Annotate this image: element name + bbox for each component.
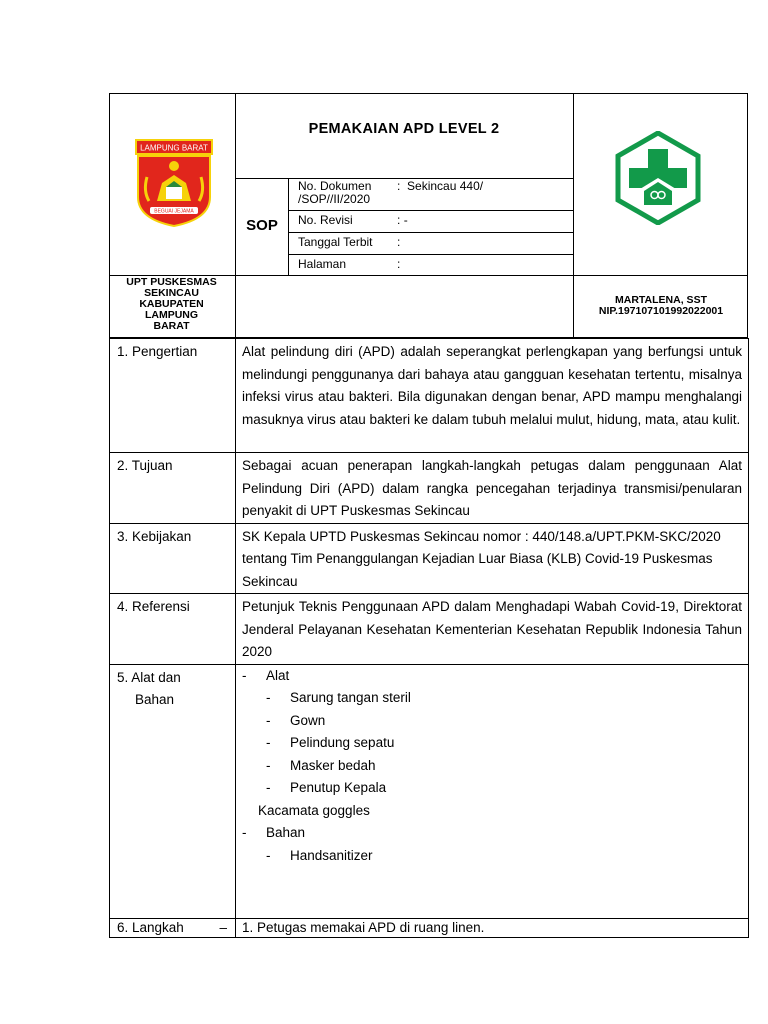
list-item-text: Masker bedah <box>290 757 376 773</box>
row-langkah <box>110 918 749 937</box>
meta-sep: : <box>397 257 401 271</box>
sop-label: SOP <box>246 217 278 234</box>
emblem-motto: BEGUAI JEJAMA <box>154 208 194 215</box>
unit-line: BARAT <box>153 320 190 332</box>
meta-value: - <box>403 213 408 227</box>
row-label <box>110 664 236 918</box>
row-label-text: 6. Langkah <box>117 919 184 935</box>
unit-line: KABUPATEN <box>139 298 204 310</box>
divider <box>288 178 289 275</box>
lampung-barat-emblem-icon <box>133 139 215 227</box>
row-label-line: 5. Alat dan <box>117 669 181 685</box>
langkah-step: 1. Petugas memakai APD di ruang linen. <box>236 918 749 937</box>
list-item: - Bahan <box>242 825 306 840</box>
bahan-title: Bahan <box>266 825 306 840</box>
divider <box>288 254 573 255</box>
meta-no-dokumen <box>298 180 483 206</box>
list-item: - Alat <box>242 667 290 683</box>
meta-key: Tanggal Terbit <box>298 235 373 249</box>
list-item-text: Handsanitizer <box>290 847 373 863</box>
meta-sep: : <box>397 235 401 249</box>
signer-name: MARTALENA, SST <box>615 294 707 306</box>
row-label <box>110 918 236 937</box>
list-item: - Handsanitizer <box>266 847 373 863</box>
row-label: 2. Tujuan <box>110 453 236 524</box>
sop-body-table <box>109 338 749 938</box>
alat-title: Alat <box>266 667 290 683</box>
puskesmas-logo-icon <box>614 131 702 225</box>
row-label: 4. Referensi <box>110 594 236 665</box>
row-alat-bahan <box>110 664 749 918</box>
alat-bahan-content <box>236 664 749 918</box>
kebijakan-text: SK Kepala UPTD Puskesmas Sekincau nomor : 440/148.a/UPT.PKM-SKC/2020 tentang Tim Penanggulangan Kejadian Luar Biasa (KLB) Covid-19 Puskesmas Sekincau <box>236 523 749 594</box>
meta-key: No. Revisi <box>298 213 353 227</box>
meta-value-cont: /SOP//II/2020 <box>298 192 371 206</box>
tujuan-text: Sebagai acuan penerapan langkah-langkah petugas dalam penggunaan Alat Pelindung Diri (APD) dalam rangka pencegahan terjadinya transmisi/penularan penyakit di UPT Puskesmas Sekincau <box>236 453 749 524</box>
referensi-text: Petunjuk Teknis Penggunaan APD dalam Menghadapi Wabah Covid-19, Direktorat Jenderal Pelayanan Kesehatan Kementerian Kesehatan Republik Indonesia Tahun 2020 <box>236 594 749 665</box>
unit-line: UPT PUSKESMAS <box>126 276 217 288</box>
row-tujuan <box>110 453 749 524</box>
row-label-dash: – <box>219 919 227 935</box>
list-item-text: Kacamata goggles <box>258 802 370 818</box>
list-item-text: Gown <box>290 712 326 728</box>
row-label: 3. Kebijakan <box>110 523 236 594</box>
row-label: 1. Pengertian <box>110 339 236 453</box>
list-item: - Gown <box>266 712 326 728</box>
divider <box>288 232 573 233</box>
list-item-text: Pelindung sepatu <box>290 735 395 750</box>
list-item <box>242 800 742 823</box>
meta-halaman <box>298 258 400 271</box>
list-item: - Masker bedah <box>266 757 376 773</box>
meta-value: Sekincau 440/ <box>407 179 484 193</box>
row-pengertian <box>110 339 749 453</box>
signer-block <box>575 295 747 317</box>
divider <box>573 93 574 338</box>
divider <box>288 210 573 211</box>
sop-header <box>109 93 748 338</box>
meta-sep: : <box>397 179 401 193</box>
list-item: - Pelindung sepatu <box>266 735 395 750</box>
list-item: - Sarung tangan steril <box>266 690 411 705</box>
list-item: - Penutup Kepala <box>266 780 387 795</box>
unit-name <box>111 277 232 332</box>
row-label-line: Bahan <box>135 692 175 707</box>
emblem-banner: LAMPUNG BARAT <box>140 143 208 153</box>
list-item-text: Penutup Kepala <box>290 780 387 795</box>
meta-tanggal-terbit <box>298 236 400 249</box>
meta-key: Halaman <box>298 257 347 271</box>
list-item-text: Sarung tangan steril <box>290 690 411 705</box>
document-title: PEMAKAIAN APD LEVEL 2 <box>308 121 500 137</box>
meta-no-revisi <box>298 214 408 227</box>
alat-bahan-list <box>242 665 742 868</box>
unit-line: LAMPUNG <box>144 309 199 321</box>
row-referensi <box>110 594 749 665</box>
meta-sep: : <box>397 213 401 227</box>
row-kebijakan <box>110 523 749 594</box>
unit-line: SEKINCAU <box>144 287 199 299</box>
pengertian-text: Alat pelindung diri (APD) adalah seperangkat perlengkapan yang berfungsi untuk melindungi penggunanya dari bahaya atau gangguan kesehatan tertentu, misalnya infeksi virus atau bakteri. Bila digunakan dengan benar, APD mampu menghalangi masuknya virus atau bakteri ke dalam tubuh melalui mulut, hidung, mata, atau kulit. <box>236 339 749 453</box>
signer-nip: NIP.197107101992022001 <box>598 305 724 317</box>
meta-key: No. Dokumen <box>298 179 372 193</box>
